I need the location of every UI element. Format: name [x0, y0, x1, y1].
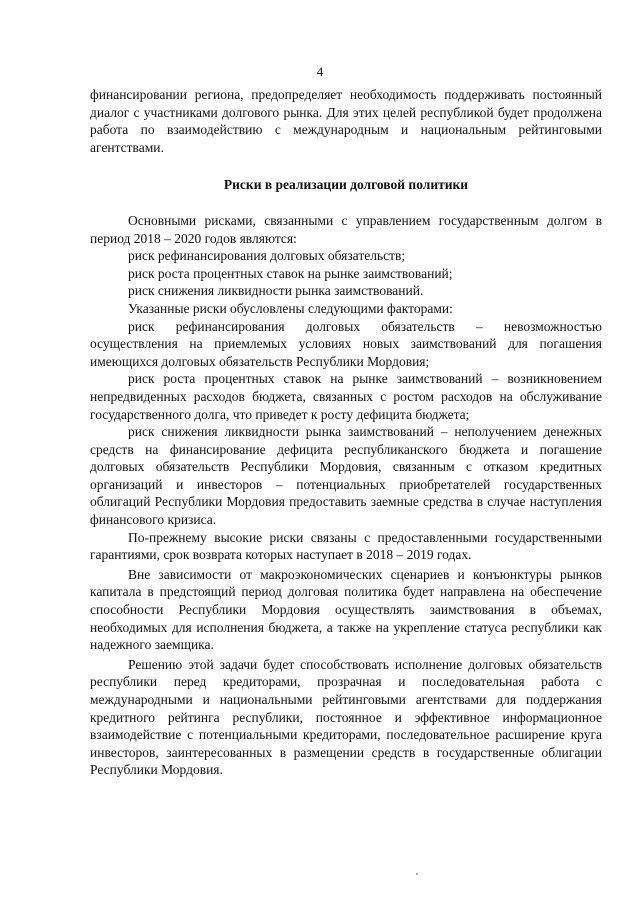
paragraph-risks-intro: Основными рисками, связанными с управлением государственным долгом в период 2018 – 2020 годов являются: — [90, 212, 602, 246]
paragraph-factors-intro: Указанные риски обусловлены следующими факторами: — [128, 300, 453, 316]
document-body — [90, 86, 602, 779]
section-title: Риски в реализации долговой политики — [223, 177, 469, 193]
paragraph-task-solution: Решению этой задачи будет способствовать исполнение долговых обязательств республики перед кредиторами, прозрачная и последовательная работа с международными и национальными рейтинговыми агентствами для поддержания кредитного рейтинга республики, постоянное и эффективное информационное взаимодействие с потенциальными кредиторами, последовательное расширение круга инвесторов, заинтересованных в размещении средств в государственные облигации Республики Мордовия. — [90, 656, 602, 778]
list-item-liquidity-risk: риск снижения ликвидности рынка заимствований. — [128, 283, 424, 299]
scan-speck — [416, 873, 418, 875]
paragraph-refinancing-factor: риск рефинансирования долговых обязательств – невозможностью осуществления на приемлемых условиях новых заимствований для погашения имеющихся долговых обязательств Республики Мордовия; — [90, 318, 602, 369]
paragraph-continuation: финансировании региона, предопределяет необходимость поддерживать постоянный диалог с участниками долгового рынка. Для этих целей республикой будет продолжена работа по взаимодействию с международным и национальным рейтинговыми агентствами. — [90, 87, 602, 155]
page-number: 4 — [316, 64, 324, 79]
list-item-interest-rate-risk: риск роста процентных ставок на рынке заимствований; — [128, 265, 453, 281]
paragraph-liquidity-factor: риск снижения ликвидности рынка заимствований – неполучением денежных средств на финансирование дефицита республиканского бюджета и погашение долговых обязательств Республики Мордовия, связанным с отказом кредитных организаций и инвесторов – потенциальных приобретателей государственных облигаций Республики Мордовия предоставить заемные средства в случае наступления финансового кризиса. — [90, 424, 602, 528]
list-item-refinancing-risk: риск рефинансирования долговых обязательств; — [128, 248, 406, 264]
paragraph-guarantees-risk: По-прежнему высокие риски связаны с предоставленными государственными гарантиями, срок возврата которых наступает в 2018 – 2019 годах. — [90, 529, 602, 563]
paragraph-debt-policy-direction: Вне зависимости от макроэкономических сценариев и конъюнктуры рынков капитала в предстоящий период долговая политика будет направлена на обеспечение способности Республики Мордовия осуществлять заимствования в объемах, необходимых для исполнения бюджета, а также на укрепление статуса республики как надежного заемщика. — [90, 566, 602, 653]
paragraph-interest-rate-factor: риск роста процентных ставок на рынке заимствований – возникновением непредвиденных расходов бюджета, связанных с ростом расходов на обслуживание государственного долга, что приведет к росту дефицита бюджета; — [90, 371, 602, 422]
